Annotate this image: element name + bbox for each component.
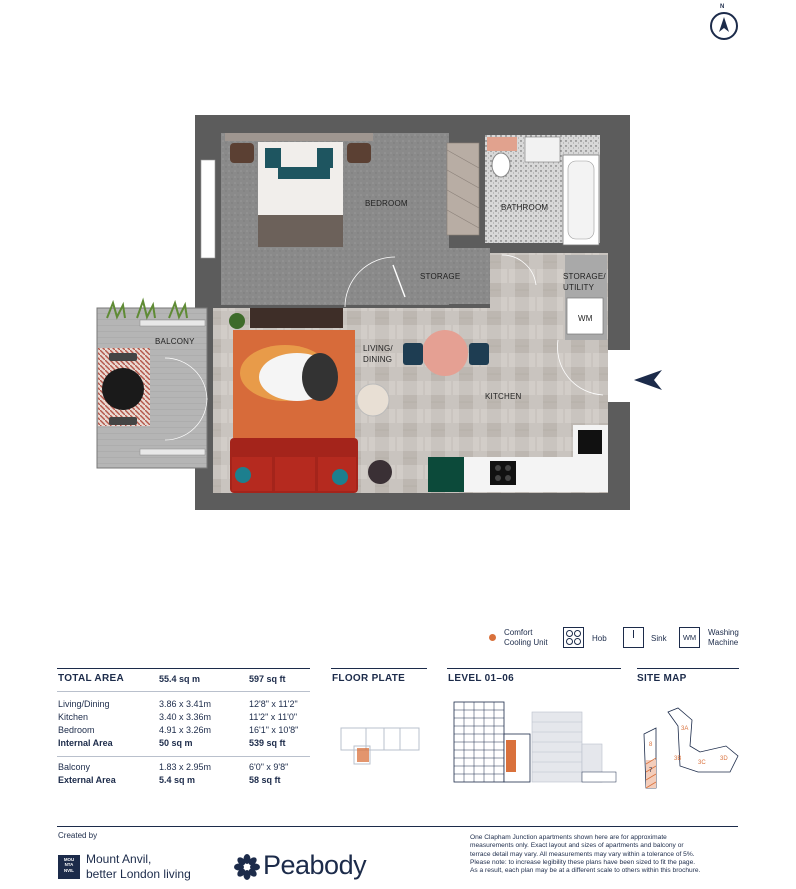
wm-plan-label: WM <box>578 314 593 323</box>
site-block-3c: 3C <box>698 760 706 766</box>
internal-area-sqft: 539 sq ft <box>249 737 286 748</box>
created-by-label: Created by <box>58 831 98 840</box>
internal-area-label: Internal Area <box>58 737 113 748</box>
room-imperial: 12'8" x 11'2" <box>249 698 298 709</box>
room-name: Bedroom <box>58 724 95 735</box>
compass-label: N <box>720 4 725 10</box>
storage-utility-label-2: UTILITY <box>563 283 595 292</box>
site-block-3b: 3B <box>674 756 682 762</box>
room-imperial: 16'1" x 10'8" <box>249 724 299 735</box>
table-row <box>58 760 288 773</box>
internal-area-sqm: 50 sq m <box>159 737 193 748</box>
room-imperial: 11'2" x 11'0" <box>249 711 298 722</box>
table-row <box>58 723 298 736</box>
sink-label: Sink <box>651 634 667 643</box>
washing-machine-label-1: Washing <box>708 628 739 637</box>
balcony-label: BALCONY <box>155 337 195 346</box>
site-map-diagram <box>640 706 740 792</box>
floor-plate-diagram <box>340 722 420 766</box>
internal-area-row <box>58 736 298 749</box>
living-dining-label-2: DINING <box>363 355 393 364</box>
peabody-wordmark: Peabody <box>263 850 367 880</box>
external-area-sqm: 5.4 sq m <box>159 774 196 785</box>
kitchen-label: KITCHEN <box>485 392 522 401</box>
site-block-7: 7 <box>649 768 653 774</box>
external-area-sqft: 58 sq ft <box>249 774 281 785</box>
balcony-name: Balcony <box>58 761 91 772</box>
floor-plate-title: FLOOR PLATE <box>332 673 406 684</box>
peabody-flower-icon <box>234 854 260 880</box>
wm-icon: WM <box>679 627 700 648</box>
mount-anvil-text-2: better London living <box>86 867 191 881</box>
storage-utility-label-1: STORAGE/ <box>563 272 606 281</box>
disclaimer-line: Please note: to increase legibility these plans have been sized to fit the page. <box>470 858 696 866</box>
room-metric: 3.40 x 3.36m <box>159 711 212 722</box>
balcony-metric: 1.83 x 2.95m <box>159 761 212 772</box>
room-name: Living/Dining <box>58 698 110 709</box>
washing-machine-label-2: Machine <box>708 638 739 647</box>
sink-icon <box>623 627 644 648</box>
level-building-diagram <box>452 698 618 784</box>
level-title: LEVEL 01–06 <box>448 673 514 684</box>
balcony-imperial: 6'0" x 9'8" <box>249 761 289 772</box>
total-area-sqm: 55.4 sq m <box>159 674 201 684</box>
total-area-sqft: 597 sq ft <box>249 674 286 684</box>
total-area-label: TOTAL AREA <box>58 673 124 684</box>
external-area-row <box>58 773 288 786</box>
room-dimensions-table <box>58 697 298 749</box>
hob-icon <box>563 627 584 648</box>
room-name: Kitchen <box>58 711 89 722</box>
storage-label: STORAGE <box>420 272 461 281</box>
legend <box>486 624 746 654</box>
disclaimer-line: measurements only. Exact layout and sizes of apartments and balcony or <box>470 842 684 850</box>
external-area-label: External Area <box>58 774 116 785</box>
table-row <box>58 710 298 723</box>
mount-anvil-text-1: Mount Anvil, <box>86 852 152 866</box>
living-dining-label-1: LIVING/ <box>363 344 393 353</box>
hob-label: Hob <box>592 634 607 643</box>
site-block-3d: 3D <box>720 756 728 762</box>
mount-anvil-logo: MOU NTA NVIL <box>58 855 80 879</box>
disclaimer-line: terrace detail may vary. All measurements may vary within a tolerance of 5%. <box>470 850 695 858</box>
table-row <box>58 697 298 710</box>
disclaimer-line: As a result, each plan may be at a different scale to others within this brochure. <box>470 867 701 875</box>
comfort-cooling-icon <box>489 634 496 641</box>
room-metric: 4.91 x 3.26m <box>159 724 212 735</box>
site-block-3a: 3A <box>681 726 689 732</box>
bathroom-label: BATHROOM <box>501 203 549 212</box>
comfort-cooling-label-1: Comfort <box>504 628 533 637</box>
bedroom-label: BEDROOM <box>365 199 408 208</box>
entrance-arrow-icon <box>632 368 666 392</box>
site-block-8: 8 <box>649 742 653 748</box>
floor-plan <box>95 115 630 510</box>
comfort-cooling-label-2: Cooling Unit <box>504 638 548 647</box>
disclaimer <box>470 834 742 875</box>
room-metric: 3.86 x 3.41m <box>159 698 212 709</box>
external-dimensions-table <box>58 760 288 786</box>
room-dimensions <box>58 697 310 749</box>
north-compass <box>708 6 742 42</box>
disclaimer-line: One Clapham Junction apartments shown here are for approximate <box>470 834 667 841</box>
site-map-title: SITE MAP <box>637 673 687 684</box>
external-dimensions <box>58 760 310 786</box>
